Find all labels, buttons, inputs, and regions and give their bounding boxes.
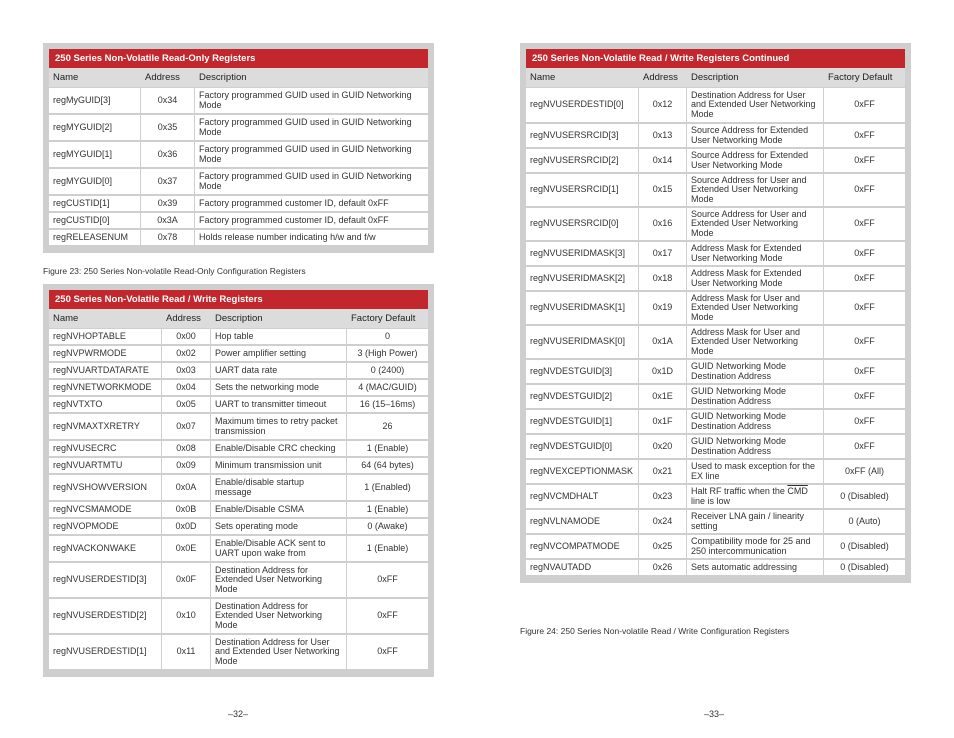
factory-default-cell: 0xFF [824,124,905,149]
address-cell: 0x39 [141,196,195,213]
name-cell: regCUSTID[0] [49,213,141,230]
name-cell: regNVUSERIDMASK[1] [526,292,639,326]
description-cell: UART data rate [211,363,347,380]
table-row [49,441,428,458]
address-cell: 0x36 [141,142,195,169]
read-only-registers-table [49,49,428,247]
address-cell: 0x0F [162,563,211,599]
table-row [526,460,905,485]
name-cell: regMYGUID[2] [49,115,141,142]
description-cell: Destination Address for User and Extended User Networking Mode [687,88,824,124]
description-cell: Sets the networking mode [211,380,347,397]
address-cell: 0x3A [141,213,195,230]
address-cell: 0x05 [162,397,211,414]
address-cell: 0x26 [639,560,687,577]
description-cell: Halt RF traffic when the $\overline{CMD}$ line is low [687,485,824,510]
factory-default-cell: 0xFF [824,88,905,124]
table-row [526,510,905,535]
read-write-registers-panel [43,284,434,677]
address-cell: 0x03 [162,363,211,380]
address-cell: 0x21 [639,460,687,485]
description-cell: Factory programmed customer ID, default 0xFF [195,213,428,230]
name-cell: regNVACKONWAKE [49,536,162,563]
address-cell: 0x07 [162,414,211,441]
col-header-description: Description [211,309,347,329]
figure-caption-24: Figure 24: 250 Series Non-volatile Read / Write Configuration Registers [520,626,790,636]
factory-default-cell: 0 (Disabled) [824,560,905,577]
address-cell: 0x1A [639,326,687,360]
name-cell: regNVUSERDESTID[2] [49,599,162,635]
address-cell: 0x19 [639,292,687,326]
table-title: 250 Series Non-Volatile Read-Only Registers [49,49,428,68]
col-header-address: Address [141,68,195,88]
name-cell: regNVUSECRC [49,441,162,458]
name-cell: regNVUSERSRCID[3] [526,124,639,149]
name-cell: regNVUSERIDMASK[0] [526,326,639,360]
table-row [526,326,905,360]
table-row [49,363,428,380]
description-cell: Sets operating mode [211,519,347,536]
name-cell: regNVNETWORKMODE [49,380,162,397]
factory-default-cell: 0xFF [347,599,428,635]
factory-default-cell: 0xFF [824,360,905,385]
address-cell: 0x08 [162,441,211,458]
address-cell: 0x11 [162,635,211,671]
description-cell: UART to transmitter timeout [211,397,347,414]
address-cell: 0x09 [162,458,211,475]
address-cell: 0x37 [141,169,195,196]
description-cell: Receiver LNA gain / linearity setting [687,510,824,535]
table-row [49,230,428,247]
description-cell: GUID Networking Mode Destination Address [687,435,824,460]
table-row [526,208,905,242]
name-cell: regNVUSERSRCID[1] [526,174,639,208]
address-cell: 0x17 [639,242,687,267]
description-cell: Factory programmed GUID used in GUID Networking Mode [195,142,428,169]
factory-default-cell: 0xFF [824,242,905,267]
read-write-registers-continued-table [526,49,905,577]
table-row [526,174,905,208]
table-row [49,635,428,671]
factory-default-cell: 0xFF [347,563,428,599]
address-cell: 0x25 [639,535,687,560]
page-number-right: –33– [704,709,725,719]
description-cell: GUID Networking Mode Destination Address [687,360,824,385]
address-cell: 0x1E [639,385,687,410]
name-cell: regNVDESTGUID[3] [526,360,639,385]
address-cell: 0x00 [162,329,211,346]
description-cell: Hop table [211,329,347,346]
factory-default-cell: 1 (Enable) [347,536,428,563]
name-cell: regRELEASENUM [49,230,141,247]
col-header-address: Address [162,309,211,329]
table-row [49,115,428,142]
description-cell: Power amplifier setting [211,346,347,363]
table-row [49,458,428,475]
table-row [49,380,428,397]
table-row [49,599,428,635]
factory-default-cell: 0xFF [824,435,905,460]
description-cell: Address Mask for Extended User Networking Mode [687,267,824,292]
name-cell: regNVCSMAMODE [49,502,162,519]
name-cell: regNVUSERDESTID[1] [49,635,162,671]
factory-default-cell: 0 [347,329,428,346]
description-cell: Factory programmed customer ID, default 0xFF [195,196,428,213]
description-cell: Used to mask exception for the EX line [687,460,824,485]
table-row [49,169,428,196]
description-cell: Holds release number indicating h/w and f/w [195,230,428,247]
name-cell: regNVAUTADD [526,560,639,577]
col-header-description: Description [687,68,824,88]
name-cell: regNVMAXTXRETRY [49,414,162,441]
description-cell: Destination Address for Extended User Networking Mode [211,599,347,635]
description-cell: Source Address for User and Extended User Networking Mode [687,174,824,208]
factory-default-cell: 26 [347,414,428,441]
factory-default-cell: 0xFF [824,208,905,242]
factory-default-cell: 0 (Disabled) [824,535,905,560]
col-header-name: Name [526,68,639,88]
table-row [49,346,428,363]
address-cell: 0x13 [639,124,687,149]
description-cell: Source Address for Extended User Networking Mode [687,124,824,149]
name-cell: regNVOPMODE [49,519,162,536]
name-cell: regNVTXTO [49,397,162,414]
address-cell: 0x16 [639,208,687,242]
page-number-left: –32– [228,709,249,719]
name-cell: regNVCMDHALT [526,485,639,510]
address-cell: 0x0B [162,502,211,519]
table-row [526,560,905,577]
table-row [49,397,428,414]
description-cell: GUID Networking Mode Destination Address [687,410,824,435]
factory-default-cell: 1 (Enabled) [347,475,428,502]
figure-caption-23: Figure 23: 250 Series Non-volatile Read-Only Configuration Registers [43,266,306,276]
factory-default-cell: 0 (Awake) [347,519,428,536]
col-header-name: Name [49,309,162,329]
factory-default-cell: 0xFF (All) [824,460,905,485]
table-row [526,292,905,326]
table-row [526,88,905,124]
name-cell: regNVUSERDESTID[3] [49,563,162,599]
address-cell: 0x14 [639,149,687,174]
address-cell: 0x0E [162,536,211,563]
description-cell: Enable/Disable CSMA [211,502,347,519]
name-cell: regNVUARTMTU [49,458,162,475]
factory-default-cell: 0xFF [824,385,905,410]
table-row [49,536,428,563]
factory-default-cell: 1 (Enable) [347,502,428,519]
name-cell: regNVUSERDESTID[0] [526,88,639,124]
description-cell: Factory programmed GUID used in GUID Networking Mode [195,169,428,196]
address-cell: 0x20 [639,435,687,460]
name-cell: regMYGUID[0] [49,169,141,196]
factory-default-cell: 4 (MAC/GUID) [347,380,428,397]
read-write-registers-table [49,290,428,671]
description-cell: Compatibility mode for 25 and 250 intercommunication [687,535,824,560]
address-cell: 0x18 [639,267,687,292]
table-row [49,502,428,519]
col-header-description: Description [195,68,428,88]
col-header-factory-default: Factory Default [824,68,905,88]
address-cell: 0x04 [162,380,211,397]
name-cell: regNVDESTGUID[1] [526,410,639,435]
address-cell: 0x24 [639,510,687,535]
factory-default-cell: 64 (64 bytes) [347,458,428,475]
description-cell: Sets automatic addressing [687,560,824,577]
description-cell: Minimum transmission unit [211,458,347,475]
name-cell: regNVEXCEPTIONMASK [526,460,639,485]
factory-default-cell: 0xFF [824,410,905,435]
col-header-name: Name [49,68,141,88]
table-row [526,149,905,174]
name-cell: regMYGUID[1] [49,142,141,169]
name-cell: regNVPWRMODE [49,346,162,363]
description-cell: Source Address for Extended User Networking Mode [687,149,824,174]
col-header-address: Address [639,68,687,88]
table-row [49,329,428,346]
description-cell: Source Address for User and Extended User Networking Mode [687,208,824,242]
address-cell: 0x0D [162,519,211,536]
name-cell: regNVUARTDATARATE [49,363,162,380]
address-cell: 0x78 [141,230,195,247]
table-row [526,267,905,292]
address-cell: 0x0A [162,475,211,502]
description-cell: Enable/Disable ACK sent to UART upon wake from [211,536,347,563]
address-cell: 0x1F [639,410,687,435]
name-cell: regMyGUID[3] [49,88,141,115]
name-cell: regCUSTID[1] [49,196,141,213]
factory-default-cell: 3 (High Power) [347,346,428,363]
description-cell: Enable/Disable CRC checking [211,441,347,458]
factory-default-cell: 0xFF [824,174,905,208]
table-row [526,435,905,460]
factory-default-cell: 0 (Auto) [824,510,905,535]
address-cell: 0x34 [141,88,195,115]
name-cell: regNVUSERSRCID[2] [526,149,639,174]
table-row [49,88,428,115]
table-row [49,563,428,599]
factory-default-cell: 16 (15–16ms) [347,397,428,414]
factory-default-cell: 1 (Enable) [347,441,428,458]
description-cell: Address Mask for User and Extended User Networking Mode [687,292,824,326]
cmd-signal: $\overline{CMD}$ [787,486,808,496]
description-cell: GUID Networking Mode Destination Address [687,385,824,410]
table-row [526,242,905,267]
read-only-registers-panel [43,43,434,253]
table-row [49,519,428,536]
factory-default-cell: 0xFF [824,292,905,326]
table-row [526,385,905,410]
factory-default-cell: 0xFF [824,267,905,292]
name-cell: regNVDESTGUID[0] [526,435,639,460]
table-row [49,475,428,502]
table-row [49,414,428,441]
name-cell: regNVUSERSRCID[0] [526,208,639,242]
description-cell: Destination Address for Extended User Networking Mode [211,563,347,599]
table-row [49,213,428,230]
factory-default-cell: 0 (Disabled) [824,485,905,510]
table-title: 250 Series Non-Volatile Read / Write Registers [49,290,428,309]
table-row [526,410,905,435]
col-header-factory-default: Factory Default [347,309,428,329]
factory-default-cell: 0xFF [347,635,428,671]
address-cell: 0x15 [639,174,687,208]
description-cell: Address Mask for Extended User Networking Mode [687,242,824,267]
table-row [49,142,428,169]
description-cell: Factory programmed GUID used in GUID Networking Mode [195,88,428,115]
name-cell: regNVUSERIDMASK[3] [526,242,639,267]
address-cell: 0x12 [639,88,687,124]
table-row [49,196,428,213]
name-cell: regNVSHOWVERSION [49,475,162,502]
table-row [526,124,905,149]
name-cell: regNVLNAMODE [526,510,639,535]
address-cell: 0x23 [639,485,687,510]
name-cell: regNVDESTGUID[2] [526,385,639,410]
name-cell: regNVHOPTABLE [49,329,162,346]
address-cell: 0x35 [141,115,195,142]
table-row [526,485,905,510]
table-row [526,535,905,560]
factory-default-cell: 0xFF [824,326,905,360]
factory-default-cell: 0xFF [824,149,905,174]
name-cell: regNVUSERIDMASK[2] [526,267,639,292]
description-cell: Factory programmed GUID used in GUID Networking Mode [195,115,428,142]
address-cell: 0x02 [162,346,211,363]
address-cell: 0x10 [162,599,211,635]
read-write-registers-continued-panel [520,43,911,583]
table-title: 250 Series Non-Volatile Read / Write Registers Continued [526,49,905,68]
description-cell: Destination Address for User and Extended User Networking Mode [211,635,347,671]
table-row [526,360,905,385]
description-cell: Maximum times to retry packet transmission [211,414,347,441]
address-cell: 0x1D [639,360,687,385]
description-cell: Address Mask for User and Extended User Networking Mode [687,326,824,360]
description-cell: Enable/disable startup message [211,475,347,502]
factory-default-cell: 0 (2400) [347,363,428,380]
name-cell: regNVCOMPATMODE [526,535,639,560]
